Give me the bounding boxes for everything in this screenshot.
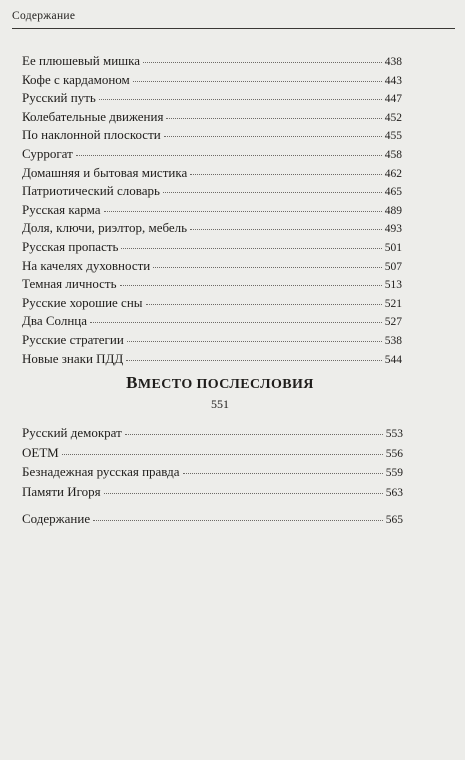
toc-entry-page: 438 (384, 56, 402, 68)
dot-leader (190, 229, 382, 230)
toc-entry-title: Новые знаки ПДД (22, 350, 124, 366)
toc-entry (22, 183, 402, 202)
toc-entry-page: 563 (385, 486, 403, 499)
dot-leader (146, 304, 382, 305)
toc-entry-title: Колебательные движения (22, 108, 164, 124)
toc-entry (22, 258, 402, 277)
toc-entry (22, 484, 403, 504)
toc-entry-title: На качелях духовности (22, 257, 151, 273)
toc-entry-page: 556 (385, 447, 403, 460)
dot-leader (143, 62, 382, 63)
toc-entry (22, 295, 402, 314)
toc-entry (22, 239, 402, 258)
dot-leader (126, 360, 381, 361)
toc-entry-title: Кофе с кардамоном (22, 71, 130, 87)
toc-entry-title: Патриотический словарь (22, 183, 160, 199)
toc-entry-page: 452 (384, 111, 402, 124)
toc-entry (22, 425, 403, 445)
toc-entry-page: 565 (385, 514, 403, 526)
dot-leader (133, 81, 382, 82)
toc-entry-page: 493 (384, 223, 402, 236)
dot-leader (62, 454, 383, 455)
toc-entry-title: Безнадежная русская правда (22, 464, 180, 479)
section-page-number: 551 (211, 397, 229, 411)
toc-entry-page: 489 (384, 204, 402, 217)
toc-entry (22, 90, 402, 109)
dot-leader (104, 211, 382, 212)
dot-leader (183, 473, 383, 474)
toc-entry (22, 109, 402, 128)
dot-leader (190, 174, 382, 175)
dot-leader (120, 285, 382, 286)
toc-entry (22, 146, 402, 165)
header-rule (12, 28, 455, 29)
toc-entry (22, 351, 402, 370)
toc-entry-title: Русские стратегии (22, 331, 124, 347)
toc-entry-page: 544 (384, 353, 402, 366)
toc-entry (22, 220, 402, 239)
toc-entry (22, 72, 402, 91)
toc-entry (22, 53, 402, 72)
toc-contents-list (22, 511, 403, 530)
running-head: Содержание (12, 10, 76, 22)
toc-entry-page: 559 (385, 467, 403, 479)
toc-entry-title: Ее плюшевый мишка (22, 53, 141, 68)
toc-entry-title: Русские хорошие сны (22, 294, 143, 310)
toc-entry-page: 553 (385, 428, 403, 440)
dot-leader (163, 192, 382, 193)
section-title-initial: В (126, 373, 138, 392)
toc-entry-title: Русская карма (22, 201, 101, 217)
toc-entry-title: Русская пропасть (22, 238, 119, 254)
toc-entry-page: 462 (384, 167, 402, 180)
toc-entry-title: Русский демократ (22, 425, 122, 440)
toc-entry (22, 202, 402, 221)
toc-entry-page: 521 (384, 297, 402, 310)
section-title (0, 373, 440, 393)
dot-leader (153, 267, 382, 268)
dot-leader (164, 136, 382, 137)
toc-entry (22, 464, 403, 484)
toc-entry-title: Содержание (22, 511, 91, 526)
toc-entry-page: 501 (384, 241, 402, 254)
toc-entry (22, 276, 402, 295)
toc-entry-title: Два Солнца (22, 313, 88, 329)
dot-leader (76, 155, 382, 156)
toc-entry-page: 527 (384, 316, 402, 329)
toc-entry-page: 538 (384, 334, 402, 347)
toc-entry (22, 165, 402, 184)
dot-leader (127, 341, 382, 342)
toc-entry-title: ОЕТМ (22, 444, 59, 460)
section-title-rest: МЕСТО ПОСЛЕСЛОВИЯ (137, 377, 314, 392)
toc-entry-page: 458 (384, 148, 402, 161)
toc-entry (22, 127, 402, 146)
toc-entry (22, 445, 403, 465)
dot-leader (90, 322, 382, 323)
dot-leader (125, 434, 383, 435)
dot-leader (93, 520, 383, 521)
toc-entry-title: Русский путь (22, 90, 96, 106)
dot-leader (104, 493, 383, 494)
toc-entry-page: 443 (384, 74, 402, 87)
toc-entry-title: Темная личность (22, 276, 117, 292)
toc-entry-title: Суррогат (22, 145, 73, 161)
toc-main-list (22, 53, 402, 369)
toc-entry-page: 513 (384, 279, 402, 292)
toc-entry (22, 313, 402, 332)
toc-entry-page: 447 (384, 93, 402, 106)
toc-entry-title: Доля, ключи, риэлтор, мебель (22, 220, 188, 236)
toc-entry (22, 332, 402, 351)
toc-entry-title: Памяти Игоря (22, 483, 101, 499)
toc-afterword-list (22, 425, 403, 503)
dot-leader (121, 248, 381, 249)
toc-entry-page: 465 (384, 186, 402, 199)
toc-entry-title: По наклонной плоскости (22, 127, 161, 143)
dot-leader (99, 99, 382, 100)
toc-entry-page: 455 (384, 130, 402, 143)
toc-entry-title: Домашняя и бытовая мистика (22, 164, 188, 180)
toc-entry-page: 507 (384, 260, 402, 273)
dot-leader (166, 118, 381, 119)
toc-entry (22, 511, 403, 530)
